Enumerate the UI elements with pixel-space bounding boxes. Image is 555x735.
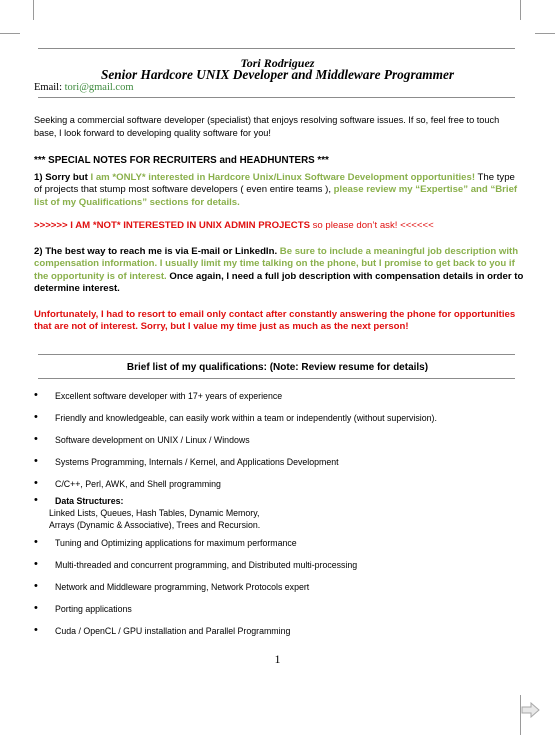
note-paragraph-3: Unfortunately, I had to resort to email only contact after constantly answering the phone for opportunities that are not of interest. Sorry, but I value my time just as much as the next person! [34,309,516,333]
data-structures-detail-line-2: Arrays (Dynamic & Associative), Trees and Recursion. [49,520,261,530]
header-bottom-rule [38,97,515,98]
note2-full-description: Once again, I need a full job description with compensation details in order to determine interest. [34,270,524,294]
bullet-icon: • [34,494,38,506]
bullet-icon: • [34,624,38,636]
candidate-name: Tori Rodriguez [240,56,315,70]
note1-review: please review my “Expertise” and “Brief list of my Qualifications” sections for details. [34,184,518,208]
bullet-icon: • [34,411,38,423]
email-label: Email: [34,82,65,93]
note-paragraph-1 [34,172,524,209]
not-admin-suffix: so please don’t ask! <<<<<< [309,220,434,231]
note1-intro: 1) Sorry but [34,172,91,183]
header-top-rule [38,48,515,49]
bullet-icon: • [34,477,38,489]
corner-mark-top-right-horizontal [535,33,555,34]
corner-mark-top-right-vertical [520,0,521,20]
note2-contact: 2) The best way to reach me is via E-mail or LinkedIn. [34,246,280,257]
note1-projects: The type of projects that stump most software developers ( even entire teams ), [34,172,515,196]
not-admin-warning: >>>>>> I AM *NOT* INTERESTED IN UNIX ADMIN PROJECTS [34,220,310,231]
qualifications-heading: Brief list of my qualifications: (Note: Review resume for details) [126,362,429,373]
email-link[interactable]: tori@gmail.com [64,82,134,93]
bullet-icon: • [34,455,38,467]
qualifications-bottom-rule [38,378,515,379]
corner-mark-top-left-vertical [33,0,34,20]
notes-heading: *** SPECIAL NOTES FOR RECRUITERS and HEADHUNTERS *** [34,155,329,166]
email-line [34,82,134,93]
note2-include-info: Be sure to include a meaningful job description with compensation information. I usually limit my time talking on the phone, but I promise to get back to you if the opportunity is of interest. [34,246,519,282]
bullet-icon: • [34,389,38,401]
corner-mark-top-left-horizontal [0,33,20,34]
bullet-icon: • [34,558,38,570]
intro-paragraph: Seeking a commercial software developer (specialist) that enjoys resolving software issues. If so, feel free to touch base, I look forward to developing quality software for you! [34,115,500,138]
resume-page: Tori Rodriguez Senior Hardcore UNIX Developer and Middleware Programmer Email: tori@gmail.com Seeking a commercial software developer (specialist) that enjoys resolving software issues. If so, feel free to touch base, I look forward to developing quality software for you! *** SPECIAL NOTES FOR RECRUITERS and HEADHUNTERS *** 1) Sorry but I am *ONLY* interested in Hardcore Unix/Linux Software Development opportunities! The type of projects that stump most software developers ( even entire teams ), please review my “Expertise” and “Brief list of my Qualifications” sections for details. >>>>>> I AM *NOT* INTERESTED IN UNIX ADMIN PROJECTS so please don’t ask! <<<<<< 2) The best way to reach me is via E-mail or LinkedIn. Be sure to include a meaningful job description with compensation information. I usually limit my time talking on the phone, but I promise to get back to you if the opportunity is of interest. Once again, I need a full job description with compensation details in order to determine interest. Unfortunately, I had to resort to email only contact after constantly answering the phone for opportunities that are not of interest. Sorry, but I value my time just as much as the next person! Brief list of my qualifications: (Note: Review resume for details) • Excellent software developer with 17+ years of experience • Friendly and knowledgeable, can easily work within a team or independently (without supervision). • Software development on UNIX / Linux / Windows • Systems Programming, Internals / Kernel, and Applications Development • C/C++, Perl, AWK, and Shell programming • Data Structures: Linked Lists, Queues, Hash Tables, Dynamic Memory, Arrays (Dynamic & Associative), Trees and Recursion. • Tuning and Optimizing applications for maximum performance • Multi-threaded and concurrent programming, and Distributed multi-processing • Network and Middleware programming, Network Protocols expert • Porting applications • Cuda / OpenCL / GPU installation and Parallel Programming 1 [0,0,555,735]
next-page-arrow-icon[interactable] [521,702,541,718]
bullet-icon: • [34,602,38,614]
note-paragraph-2 [34,246,524,295]
bullet-icon: • [34,580,38,592]
candidate-title: Senior Hardcore UNIX Developer and Middleware Programmer [100,67,455,82]
bullet-icon: • [34,433,38,445]
note1-only-interested: I am *ONLY* interested in Hardcore Unix/Linux Software Development opportunities! [90,172,476,183]
qualifications-top-rule [38,354,515,355]
bullet-icon: • [34,536,38,548]
page-number: 1 [274,652,281,666]
note-not-admin [34,220,524,232]
data-structures-detail-line-1: Linked Lists, Queues, Hash Tables, Dynamic Memory, [49,508,260,518]
